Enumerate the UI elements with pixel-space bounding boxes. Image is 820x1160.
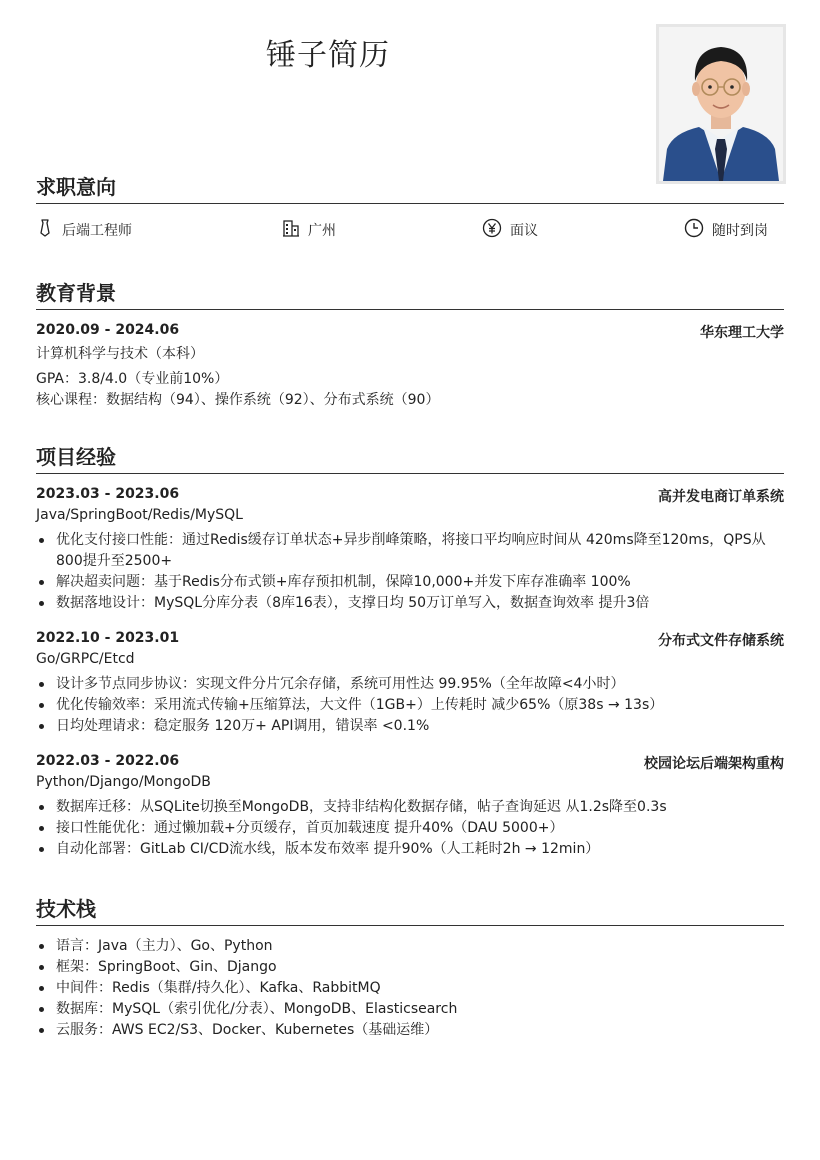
section-title-skills: 技术栈 [36, 897, 96, 921]
yen-icon [482, 218, 510, 242]
section-title-education: 教育背景 [36, 281, 116, 305]
profile-photo [656, 24, 786, 184]
list-item: 框架：SpringBoot、Gin、Django [36, 957, 784, 978]
section-divider [36, 473, 784, 474]
job-intent-row [36, 218, 784, 242]
education-period: 2020.09 - 2024.06 [36, 322, 180, 338]
resume-name: 锤子简历 [266, 38, 390, 73]
list-item: 设计多节点同步协议：实现文件分片冗余存储，系统可用性达 99.95%（全年故障<4小时） [36, 674, 784, 695]
project-period: 2022.10 - 2023.01 [36, 630, 180, 646]
section-divider [36, 203, 784, 204]
project-bullets [36, 674, 784, 737]
education-school: 华东理工大学 [700, 325, 784, 341]
project-bullets [36, 530, 784, 614]
intent-position [36, 218, 132, 242]
list-item: 云服务：AWS EC2/S3、Docker、Kubernetes（基础运维） [36, 1020, 784, 1041]
list-item: 数据库：MySQL（索引优化/分表）、MongoDB、Elasticsearch [36, 999, 784, 1020]
section-divider [36, 925, 784, 926]
list-item: 自动化部署：GitLab CI/CD流水线，版本发布效率 提升90%（人工耗时2h → 12min） [36, 839, 784, 860]
project-name: 高并发电商订单系统 [658, 489, 784, 505]
tie-icon [36, 218, 62, 242]
list-item: 语言：Java（主力）、Go、Python [36, 936, 784, 957]
project-period: 2023.03 - 2023.06 [36, 486, 180, 502]
list-item: 日均处理请求：稳定服务 120万+ API调用，错误率 <0.1% [36, 716, 784, 737]
intent-availability-text: 随时到岗 [712, 223, 768, 239]
intent-availability [684, 218, 768, 242]
list-item: 优化传输效率：采用流式传输+压缩算法，大文件（1GB+）上传耗时 减少65%（原38s → 13s） [36, 695, 784, 716]
project-stack: Go/GRPC/Etcd [36, 651, 135, 667]
education-major: 计算机科学与技术（本科） [36, 346, 204, 362]
project-name: 校园论坛后端架构重构 [644, 756, 784, 772]
list-item: 优化支付接口性能：通过Redis缓存订单状态+异步削峰策略，将接口平均响应时间从 420ms降至120ms，QPS从 800提升至2500+ [36, 530, 784, 572]
project-stack: Java/SpringBoot/Redis/MySQL [36, 507, 243, 523]
list-item: 接口性能优化：通过懒加载+分页缓存，首页加载速度 提升40%（DAU 5000+） [36, 818, 784, 839]
list-item: 数据库迁移：从SQLite切换至MongoDB，支持非结构化数据存储，帖子查询延迟 从1.2s降至0.3s [36, 797, 784, 818]
clock-icon [684, 218, 712, 242]
project-bullets [36, 797, 784, 860]
project-period: 2022.03 - 2022.06 [36, 753, 180, 769]
intent-city-text: 广州 [308, 223, 336, 239]
project-stack: Python/Django/MongoDB [36, 774, 211, 790]
section-divider [36, 309, 784, 310]
list-item: 数据落地设计：MySQL分库分表（8库16表），支撑日均 50万订单写入，数据查询效率 提升3倍 [36, 593, 784, 614]
intent-salary-text: 面议 [510, 223, 538, 239]
intent-position-text: 后端工程师 [62, 223, 132, 239]
list-item: 中间件：Redis（集群/持久化）、Kafka、RabbitMQ [36, 978, 784, 999]
intent-salary [482, 218, 538, 242]
education-gpa: GPA：3.8/4.0（专业前10%） [36, 371, 229, 387]
education-courses: 核心课程：数据结构（94）、操作系统（92）、分布式系统（90） [36, 392, 440, 408]
list-item: 解决超卖问题：基于Redis分布式锁+库存预扣机制，保障10,000+并发下库存准确率 100% [36, 572, 784, 593]
section-title-intent: 求职意向 [36, 175, 116, 199]
intent-city [282, 218, 336, 242]
skills-list [36, 936, 784, 1041]
section-title-projects: 项目经验 [36, 445, 116, 469]
building-icon [282, 218, 308, 242]
project-name: 分布式文件存储系统 [658, 633, 784, 649]
